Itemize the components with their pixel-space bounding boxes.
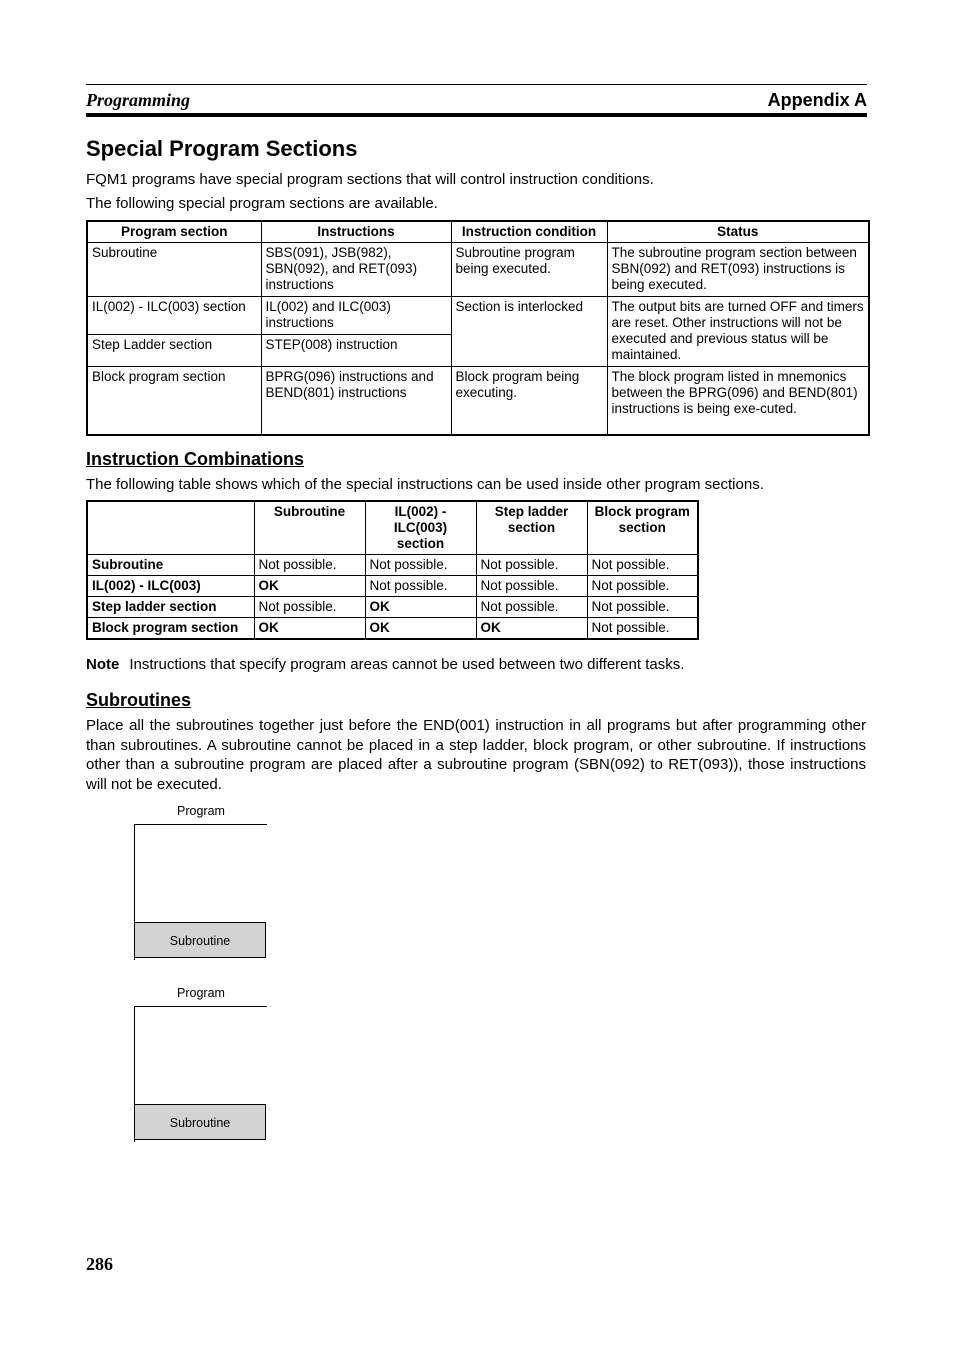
table-cell: Step Ladder section: [87, 335, 261, 367]
table-cell: Not possible.: [254, 555, 365, 576]
header-rule-bottom: [86, 113, 867, 117]
page-title: Special Program Sections: [86, 136, 358, 161]
table-cell: The subroutine program section between SBN(092) and RET(093) instructions is being executed.: [607, 243, 869, 297]
header-appendix: Appendix A: [767, 90, 867, 110]
column-header: Block program section: [587, 501, 698, 555]
header-rule-top: [86, 84, 867, 85]
table-cell: Not possible.: [476, 555, 587, 576]
column-header: Instructions: [261, 221, 451, 243]
note-label: Note: [86, 656, 120, 673]
program-label: Program: [177, 804, 225, 818]
table-cell: Not possible.: [254, 597, 365, 618]
table-cell: Not possible.: [587, 555, 698, 576]
table-row: [87, 297, 869, 335]
table-cell: OK: [476, 618, 587, 640]
table-header-row: [87, 221, 869, 243]
program-diagram: [134, 986, 268, 1130]
table-cell: Block program section: [87, 367, 261, 435]
table-cell: OK: [365, 618, 476, 640]
column-header: [87, 501, 254, 555]
table-row: [87, 597, 698, 618]
table-cell: Not possible.: [476, 576, 587, 597]
table-cell: OK: [365, 597, 476, 618]
intro-paragraph-1: FQM1 programs have special program sections that will control instruction conditions.: [86, 171, 654, 188]
table-cell: Not possible.: [476, 597, 587, 618]
subroutine-block: Subroutine: [134, 922, 266, 958]
table-cell: Not possible.: [365, 576, 476, 597]
table-cell: Subroutine program being executed.: [451, 243, 607, 297]
table-row: [87, 576, 698, 597]
column-header: Status: [607, 221, 869, 243]
column-header: Step ladder section: [476, 501, 587, 555]
program-sections-table: [86, 220, 870, 436]
subroutine-block: Subroutine: [134, 1104, 266, 1140]
table-cell: OK: [254, 576, 365, 597]
column-header: Program section: [87, 221, 261, 243]
table-cell: Not possible.: [587, 576, 698, 597]
table-cell: IL(002) and ILC(003) instructions: [261, 297, 451, 335]
table-row: [87, 555, 698, 576]
subroutines-text: Place all the subroutines together just before the END(001) instruction in all programs but after programming other than subroutines. A subroutine cannot be placed in a step ladder, block program, or other subroutine. If instructions other than a subroutine program are placed after a subroutine program (SBN(092) to RET(093)), those instructions will not be executed.: [86, 717, 866, 793]
table-cell: Section is interlocked: [451, 297, 607, 367]
table-cell: Block program being executing.: [451, 367, 607, 435]
row-header: Subroutine: [87, 555, 254, 576]
table-cell: Not possible.: [587, 597, 698, 618]
page-number: 286: [86, 1254, 113, 1274]
table-cell: Not possible.: [365, 555, 476, 576]
column-header: Instruction condition: [451, 221, 607, 243]
table-cell: OK: [254, 618, 365, 640]
table-cell: BPRG(096) instructions and BEND(801) instructions: [261, 367, 451, 435]
combinations-text: The following table shows which of the special instructions can be used inside other program sections.: [86, 476, 764, 493]
table-row: [87, 367, 869, 435]
table-cell: The output bits are turned OFF and timers are reset. Other instructions will not be executed and previous status will be maintained.: [607, 297, 869, 367]
column-header: IL(002) - ILC(003) section: [365, 501, 476, 555]
table-cell: The block program listed in mnemonics between the BPRG(096) and BEND(801) instructions is being exe-cuted.: [607, 367, 869, 435]
table-header-row: [87, 501, 698, 555]
table-cell: STEP(008) instruction: [261, 335, 451, 367]
intro-paragraph-2: The following special program sections are available.: [86, 195, 438, 212]
table-cell: IL(002) - ILC(003) section: [87, 297, 261, 335]
table-cell: Not possible.: [587, 618, 698, 640]
table-row: [87, 243, 869, 297]
column-header: Subroutine: [254, 501, 365, 555]
subroutines-heading: Subroutines: [86, 690, 192, 710]
combinations-table: [86, 500, 699, 640]
row-header: Block program section: [87, 618, 254, 640]
table-row: [87, 618, 698, 640]
note: [86, 656, 684, 673]
table-cell: Subroutine: [87, 243, 261, 297]
header-section: Programming: [86, 90, 191, 110]
table-cell: SBS(091), JSB(982), SBN(092), and RET(093) instructions: [261, 243, 451, 297]
combinations-heading: Instruction Combinations: [86, 449, 304, 469]
program-label: Program: [177, 986, 225, 1000]
note-text: Instructions that specify program areas cannot be used between two different tasks.: [129, 656, 685, 673]
program-diagram: [134, 804, 268, 948]
row-header: Step ladder section: [87, 597, 254, 618]
row-header: IL(002) - ILC(003): [87, 576, 254, 597]
